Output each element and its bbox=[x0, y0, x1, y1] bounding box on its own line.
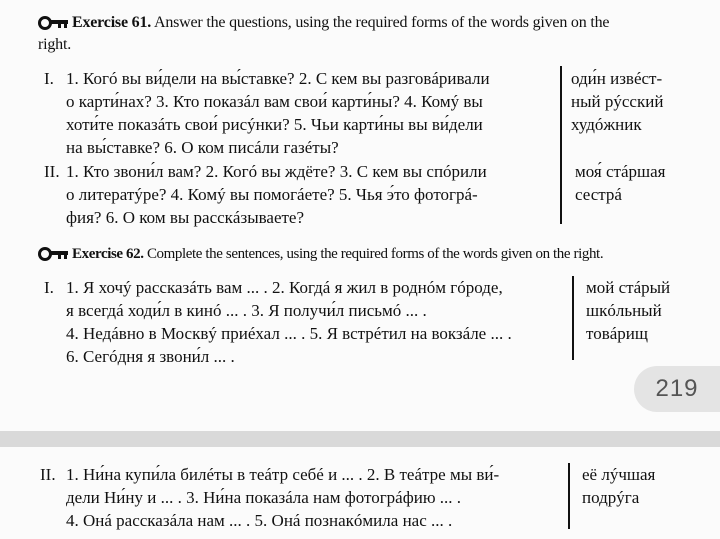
page-gap bbox=[0, 431, 720, 447]
part-numeral: I. bbox=[44, 278, 54, 297]
part-numeral: II. bbox=[40, 465, 56, 484]
word-line: моя́ стáршая bbox=[575, 162, 666, 181]
exercise-61-part-2-words bbox=[575, 160, 665, 206]
exercise-62-title: Exercise 62. bbox=[72, 246, 144, 262]
word-line: ный рýсский bbox=[571, 92, 664, 111]
word-line: оди́н извéст- bbox=[571, 69, 663, 88]
sentence-line: я всегдá ходи́л в кинó ... . 3. Я получи́л письмó ... . bbox=[66, 301, 427, 320]
sentence-line: 1. Ни́на купи́ла билéты в теáтр себé и ... . 2. В теáтре мы ви́- bbox=[66, 465, 500, 484]
exercise-61-instruction: Answer the questions, using the required forms of the words given on the bbox=[153, 14, 610, 31]
word-line: сестрá bbox=[575, 185, 622, 204]
word-line: подрýга bbox=[582, 488, 640, 507]
exercise-61-instruction-cont: right. bbox=[38, 36, 72, 53]
exercise-62-part-2-words bbox=[582, 463, 655, 509]
part-numeral: I. bbox=[44, 69, 54, 88]
column-divider bbox=[572, 276, 574, 360]
sentence-line: 1. Кто звони́л вам? 2. Когó вы ждёте? 3. С кем вы спóрили bbox=[66, 162, 487, 181]
exercise-62-instruction: Complete the sentences, using the required forms of the words given on the right. bbox=[146, 246, 604, 262]
sentence-line: дели Ни́ну и ... . 3. Ни́на показáла нам фотогрáфию ... . bbox=[66, 488, 462, 507]
word-line: худóжник bbox=[571, 115, 642, 134]
sentence-line: хоти́те показáть свои́ рисýнки? 5. Чьи карти́ны вы ви́дели bbox=[66, 115, 483, 134]
page-number: 219 bbox=[634, 366, 720, 412]
sentence-line: 4. Онá рассказáла нам ... . 5. Онá познакóмила нас ... . bbox=[66, 511, 453, 530]
word-line: шкóльный bbox=[586, 301, 662, 320]
exercise-61-heading bbox=[38, 13, 609, 33]
sentence-line: фия? 6. О ком вы расскáзываете? bbox=[66, 208, 305, 227]
exercise-61-part-1-words bbox=[571, 67, 663, 136]
key-icon bbox=[38, 247, 68, 259]
exercise-61-part-2 bbox=[44, 160, 564, 230]
sentence-line: 1. Я хочý рассказáть вам ... . 2. Когдá я жил в роднóм гóроде, bbox=[66, 278, 503, 297]
word-line: её лýчшая bbox=[582, 465, 656, 484]
sentence-line: 1. Когó вы ви́дели на вы́ставке? 2. С кем вы разговáривали bbox=[66, 69, 490, 88]
column-divider bbox=[560, 66, 562, 162]
column-divider bbox=[560, 160, 562, 224]
part-numeral: II. bbox=[44, 162, 60, 181]
exercise-62-heading bbox=[38, 244, 603, 264]
sentence-line: на вы́ставке? 6. О ком писáли газéты? bbox=[66, 138, 339, 157]
word-line: мой стáрый bbox=[586, 278, 671, 297]
sentence-line: 6. Сегóдня я звони́л ... . bbox=[66, 347, 235, 366]
exercise-62-part-1-words bbox=[586, 276, 670, 345]
key-icon bbox=[38, 16, 68, 28]
exercise-61-title: Exercise 61. bbox=[72, 14, 152, 31]
exercise-62-part-1 bbox=[44, 276, 574, 370]
exercise-62-part-2 bbox=[40, 463, 570, 535]
word-line: товáрищ bbox=[586, 324, 648, 343]
sentence-line: о карти́нах? 3. Кто показáл вам свои́ карти́ны? 4. Комý вы bbox=[66, 92, 483, 111]
sentence-line: о литератýре? 4. Комý вы помогáете? 5. Чья э́то фотогрá- bbox=[66, 185, 478, 204]
column-divider bbox=[568, 463, 570, 529]
sentence-line: 4. Недáвно в Москвý приéхал ... . 5. Я встрéтил на вокзáле ... . bbox=[66, 324, 512, 343]
exercise-61-part-1 bbox=[44, 67, 564, 163]
